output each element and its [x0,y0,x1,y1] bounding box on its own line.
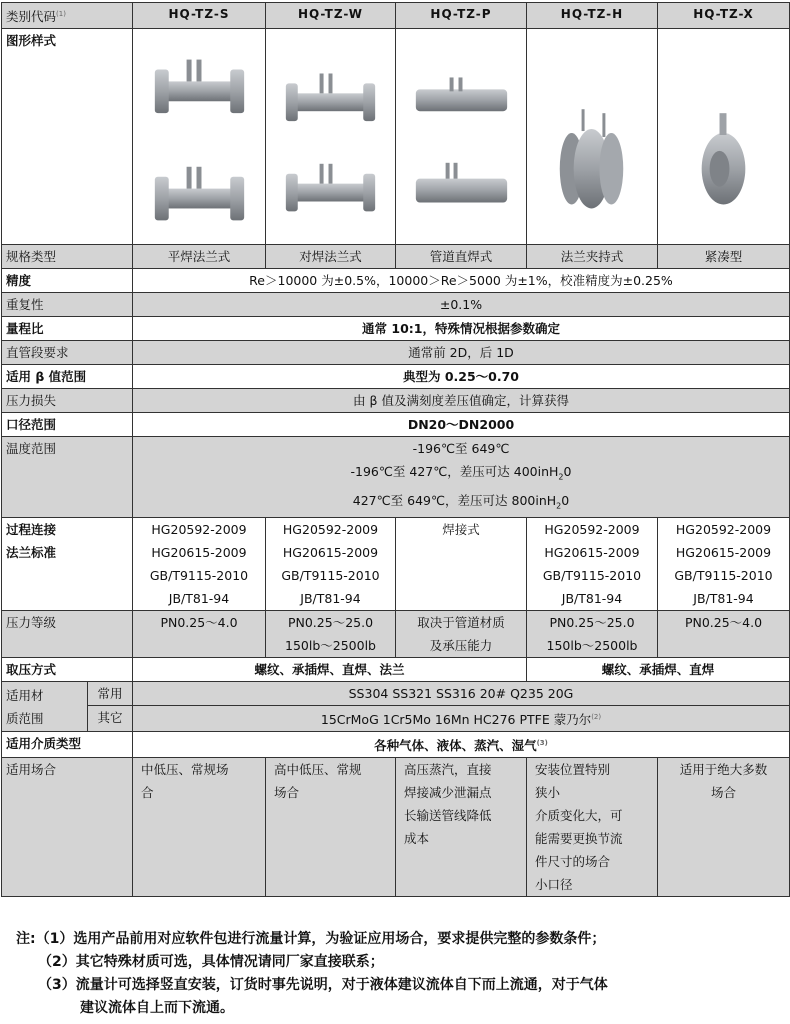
material-other-value: 15CrMoG 1Cr5Mo 16Mn HC276 PTFE 蒙乃尔$^{(2)}$ [133,706,790,732]
pressure-class-h: PN0.25～25.0 150lb～2500lb [527,611,658,658]
process-x: HG20592-2009 HG20615-2009 GB/T9115-2010 JB/T81-94 [658,518,790,611]
process-label: 过程连接 法兰标准 [2,518,133,611]
header-row [2,3,790,29]
temperature-label: 温度范围 [2,437,133,518]
spec-type-x: 紧凑型 [658,245,790,269]
process-row [2,518,790,611]
beta-range-label: 适用 β 值范围 [2,365,133,389]
repeatability-value: ±0.1% [133,293,790,317]
material-other-row [2,706,790,732]
turndown-label: 量程比 [2,317,133,341]
application-label: 适用场合 [2,758,133,897]
temperature-values: -196℃至 649℃ -196℃至 427℃，差压可达 400inH$_2$0 427℃至 649℃，差压可达 800inH$_2$0 [133,437,790,518]
repeatability-row [2,293,790,317]
repeatability-label: 重复性 [2,293,133,317]
media-row [2,732,790,758]
process-h: HG20592-2009 HG20615-2009 GB/T9115-2010 JB/T81-94 [527,518,658,611]
code-p: HQ-TZ-P [396,3,527,29]
material-label: 适用材 质范围 [2,682,88,732]
media-value: 各种气体、液体、蒸汽、湿气$^{(3)}$ [133,732,790,758]
application-s: 中低压、常规场 合 [133,758,266,897]
material-other-label: 其它 [88,706,133,732]
spec-type-s: 平焊法兰式 [133,245,266,269]
diameter-row [2,413,790,437]
flange-clamp-meter-image [527,29,658,245]
pressure-class-s: PN0.25～4.0 [133,611,266,658]
diameter-value: DN20～DN2000 [133,413,790,437]
compact-meter-image [658,29,790,245]
image-row-label: 图形样式 [2,29,133,245]
beta-range-value: 典型为 0.25～0.70 [133,365,790,389]
spec-table [1,2,790,897]
tapping-row [2,658,790,682]
turndown-value: 通常 10:1，特殊情况根据参数确定 [133,317,790,341]
pipe-welded-meter-image [396,29,527,245]
application-row [2,758,790,897]
spec-type-w: 对焊法兰式 [266,245,396,269]
pressure-loss-value: 由 β 值及满刻度差压值确定，计算获得 [133,389,790,413]
accuracy-label: 精度 [2,269,133,293]
accuracy-value: Re＞10000 为±0.5%，10000＞Re＞5000 为±1%，校准精度为±0.25% [133,269,790,293]
pressure-loss-row [2,389,790,413]
header-label: 类别代码$^{(1)}$ [2,3,133,29]
spec-type-label: 规格类型 [2,245,133,269]
beta-range-row [2,365,790,389]
footnotes [16,928,776,1020]
note-2: （2）其它特殊材质可选，具体情况请同厂家直接联系； [38,954,384,970]
diameter-label: 口径范围 [2,413,133,437]
pressure-class-p: 取决于管道材质 及承压能力 [396,611,527,658]
pressure-loss-label: 压力损失 [2,389,133,413]
spec-type-h: 法兰夹持式 [527,245,658,269]
pressure-class-x: PN0.25～4.0 [658,611,790,658]
accuracy-row [2,269,790,293]
code-s: HQ-TZ-S [133,3,266,29]
straight-pipe-label: 直管段要求 [2,341,133,365]
material-common-value: SS304 SS321 SS316 20# Q235 20G [133,682,790,706]
note-3: （3）流量计可选择竖直安装，订货时事先说明，对于液体建议流体自下而上流通，对于气体 [38,977,608,993]
note-1: 注:（1）选用产品前用对应软件包进行流量计算，为验证应用场合，要求提供完整的参数条件； [16,931,606,947]
tapping-label: 取压方式 [2,658,133,682]
code-x: HQ-TZ-X [658,3,790,29]
code-h: HQ-TZ-H [527,3,658,29]
flat-welding-flange-meter-image [133,29,266,245]
turndown-row [2,317,790,341]
application-w: 高中低压、常规 场合 [266,758,396,897]
application-h: 安装位置特别 狭小 介质变化大，可 能需要更换节流 件尺寸的场合 小口径 [527,758,658,897]
media-label: 适用介质类型 [2,732,133,758]
spec-type-p: 管道直焊式 [396,245,527,269]
straight-pipe-row [2,341,790,365]
tapping-right: 螺纹、承插焊、直焊 [527,658,790,682]
process-w: HG20592-2009 HG20615-2009 GB/T9115-2010 JB/T81-94 [266,518,396,611]
application-p: 高压蒸汽，直接 焊接减少泄漏点 长输送管线降低 成本 [396,758,527,897]
application-x: 适用于绝大多数 场合 [658,758,790,897]
straight-pipe-value: 通常前 2D，后 1D [133,341,790,365]
spec-type-row [2,245,790,269]
pressure-class-label: 压力等级 [2,611,133,658]
image-row [2,29,790,245]
note-3-continued: 建议流体自上而下流通。 [80,1000,234,1016]
process-p: 焊接式 [396,518,527,611]
material-common-label: 常用 [88,682,133,706]
code-w: HQ-TZ-W [266,3,396,29]
pressure-class-w: PN0.25～25.0 150lb～2500lb [266,611,396,658]
process-s: HG20592-2009 HG20615-2009 GB/T9115-2010 JB/T81-94 [133,518,266,611]
temperature-row [2,437,790,518]
material-common-row [2,682,790,706]
butt-welding-flange-meter-image [266,29,396,245]
tapping-left: 螺纹、承插焊、直焊、法兰 [133,658,527,682]
pressure-class-row [2,611,790,658]
